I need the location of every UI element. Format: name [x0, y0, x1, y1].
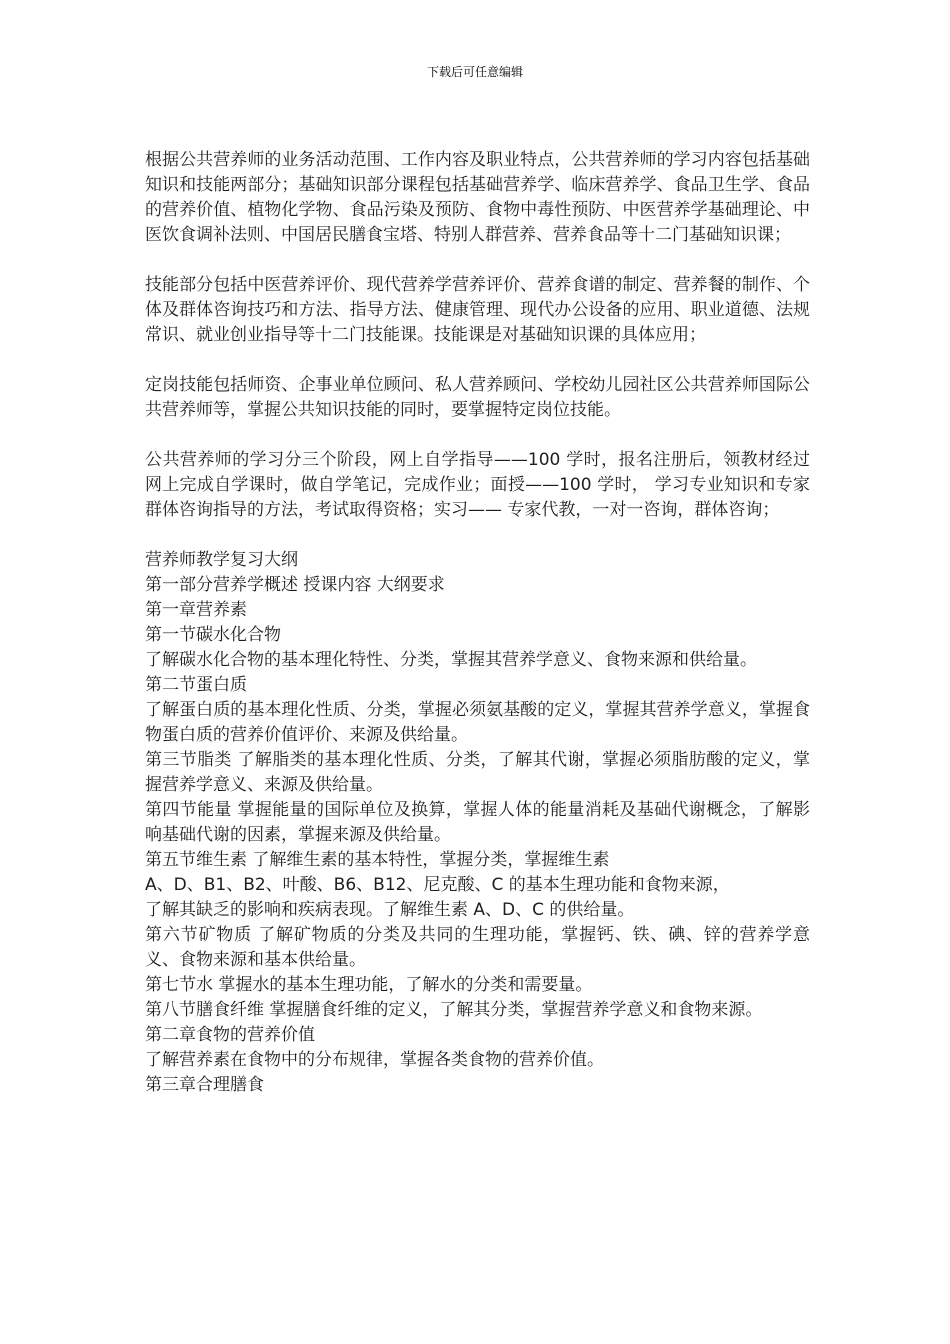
outline-section-text: 第五节维生素 了解维生素的基本特性，掌握分类，掌握维生素 [145, 850, 610, 870]
outline-chapter-heading: 第二章食物的营养价值 [145, 1025, 315, 1045]
document-body [145, 148, 810, 1098]
outline-section-text: 第七节水 掌握水的基本生理功能，了解水的分类和需要量。 [145, 975, 593, 995]
outline-section-text: 了解碳水化合物的基本理化特性、分类，掌握其营养学意义、食物来源和供给量。 [145, 650, 757, 670]
outline-chapter-heading: 第三章合理膳食 [145, 1075, 264, 1095]
outline-section-text: 第八节膳食纤维 掌握膳食纤维的定义，了解其分类，掌握营养学意义和食物来源。 [145, 1000, 763, 1020]
intro-paragraph-3: 定岗技能包括师资、企事业单位顾问、私人营养顾问、学校幼儿园社区公共营养师国际公共营养师等，掌握公共知识技能的同时，要掌握特定岗位技能。 [145, 375, 810, 420]
outline-section-text: 第六节矿物质 了解矿物质的分类及共同的生理功能，掌握钙、铁、碘、锌的营养学意义、食物来源和基本供给量。 [145, 925, 810, 970]
outline-section-text: A、D、B1、B2、叶酸、B6、B12、尼克酸、C 的基本生理功能和食物来源， [145, 875, 730, 895]
outline-section-text: 了解蛋白质的基本理化性质、分类，掌握必须氨基酸的定义，掌握其营养学意义，掌握食物蛋白质的营养价值评价、来源及供给量。 [145, 700, 810, 745]
outline-part-heading: 第一部分营养学概述 授课内容 大纲要求 [145, 575, 445, 595]
outline-title: 营养师教学复习大纲 [145, 550, 298, 570]
outline-section-text: 了解营养素在食物中的分布规律，掌握各类食物的营养价值。 [145, 1050, 604, 1070]
intro-paragraph-1: 根据公共营养师的业务活动范围、工作内容及职业特点，公共营养师的学习内容包括基础知识和技能两部分；基础知识部分课程包括基础营养学、临床营养学、食品卫生学、食品的营养价值、植物化学物、食品污染及预防、食物中毒性预防、中医营养学基础理论、中医饮食调补法则、中国居民膳食宝塔、特别人群营养、营养食品等十二门基础知识课； [145, 150, 810, 245]
outline-section-text: 第四节能量 掌握能量的国际单位及换算，掌握人体的能量消耗及基础代谢概念，了解影响基础代谢的因素，掌握来源及供给量。 [145, 800, 810, 845]
intro-paragraph-2: 技能部分包括中医营养评价、现代营养学营养评价、营养食谱的制定、营养餐的制作、个体及群体咨询技巧和方法、指导方法、健康管理、现代办公设备的应用、职业道德、法规常识、就业创业指导等十二门技能课。技能课是对基础知识课的具体应用； [145, 275, 810, 345]
outline-chapter-heading: 第一章营养素 [145, 600, 247, 620]
outline-section-text: 第三节脂类 了解脂类的基本理化性质、分类，了解其代谢，掌握必须脂肪酸的定义，掌握营养学意义、来源及供给量。 [145, 750, 810, 795]
outline-section-heading: 第一节碳水化合物 [145, 625, 281, 645]
syllabus-outline [145, 548, 810, 1098]
intro-paragraph-4: 公共营养师的学习分三个阶段，网上自学指导——100 学时，报名注册后，领教材经过网上完成自学课时，做自学笔记，完成作业；面授——100 学时， 学习专业知识和专家群体咨询指导的方法，考试取得资格；实习—— 专家代教，一对一咨询，群体咨询； [145, 450, 810, 520]
outline-section-text: 了解其缺乏的影响和疾病表现。了解维生素 A、D、C 的供给量。 [145, 900, 635, 920]
page-header: 下载后可任意编辑 [426, 65, 523, 79]
outline-section-heading: 第二节蛋白质 [145, 675, 247, 695]
